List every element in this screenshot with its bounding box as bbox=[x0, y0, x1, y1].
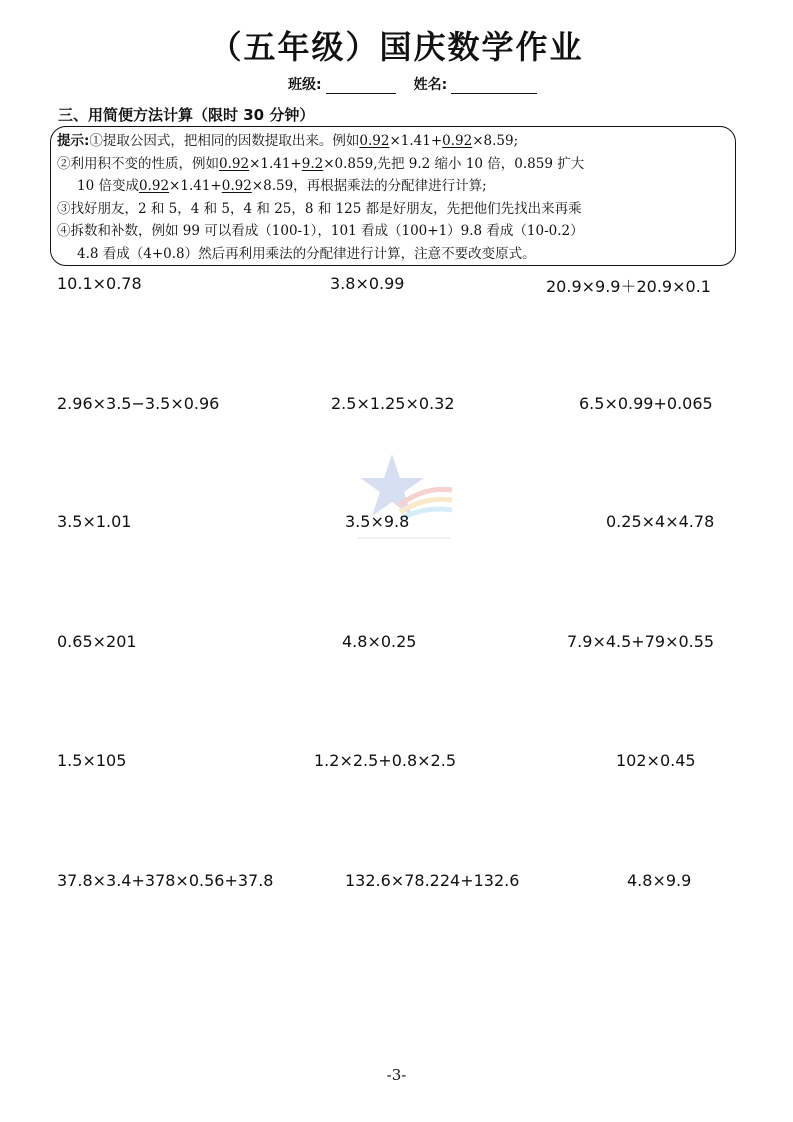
hint-text: ×8.59; bbox=[472, 133, 519, 149]
hint-text: ①提取公因式，把相同的因数提取出来。例如 bbox=[89, 133, 360, 149]
student-info bbox=[288, 74, 537, 94]
underlined-number: 0.92 bbox=[219, 155, 250, 172]
problem-7: 3.5×1.01 bbox=[57, 512, 132, 531]
hint-text: ×0.859,先把 9.2 缩小 10 倍，0.859 扩大 bbox=[323, 155, 585, 172]
hint-line-4: ③找好朋友，2 和 5，4 和 5，4 和 25，8 和 125 都是好朋友，先把他们先找出来再乘 bbox=[57, 200, 582, 217]
problem-3: 20.9×9.9＋20.9×0.1 bbox=[546, 277, 711, 296]
underlined-number: 0.92 bbox=[221, 178, 252, 194]
problem-6: 6.5×0.99+0.065 bbox=[579, 394, 713, 413]
hint-text: ×1.41+ bbox=[249, 155, 302, 172]
hint-line-2 bbox=[57, 153, 727, 176]
class-blank[interactable] bbox=[326, 79, 396, 94]
problem-16: 37.8×3.4+378×0.56+37.8 bbox=[57, 871, 274, 890]
name-label: 姓名: bbox=[413, 77, 448, 93]
underlined-number: 0.92 bbox=[442, 133, 473, 149]
name-blank[interactable] bbox=[451, 79, 537, 94]
problem-18: 4.8×9.9 bbox=[627, 871, 692, 890]
problem-9: 0.25×4×4.78 bbox=[606, 512, 715, 531]
hint-line-5: ④拆数和补数，例如 99 可以看成（100-1），101 看成（100+1）9.8 看成（10-0.2） bbox=[57, 223, 584, 239]
hint-box bbox=[50, 126, 736, 266]
hint-text: ②利用积不变的性质，例如 bbox=[57, 155, 219, 172]
hint-line-6: 4.8 看成（4+0.8）然后再利用乘法的分配律进行计算，注意不要改变原式。 bbox=[77, 245, 536, 262]
hint-prefix: 提示: bbox=[57, 133, 90, 149]
problem-4: 2.96×3.5−3.5×0.96 bbox=[57, 394, 220, 413]
problem-10: 0.65×201 bbox=[57, 632, 137, 651]
page-number: -3- bbox=[386, 1066, 407, 1084]
hint-text: ×8.59，再根据乘法的分配律进行计算; bbox=[251, 178, 487, 194]
problem-5: 2.5×1.25×0.32 bbox=[331, 394, 455, 413]
underlined-number: 0.92 bbox=[359, 133, 390, 149]
class-label: 班级: bbox=[288, 77, 322, 93]
problem-8: 3.5×9.8 bbox=[345, 512, 410, 531]
problem-12: 7.9×4.5+79×0.55 bbox=[567, 632, 715, 651]
problem-15: 102×0.45 bbox=[616, 751, 696, 770]
hint-text: ×1.41+ bbox=[169, 178, 222, 194]
hint-text: ×1.41+ bbox=[389, 133, 443, 149]
hint-text: 10 倍变成 bbox=[77, 178, 139, 194]
problem-17: 132.6×78.224+132.6 bbox=[345, 871, 520, 890]
watermark-star-icon bbox=[354, 446, 454, 546]
problem-13: 1.5×105 bbox=[57, 751, 127, 770]
problem-14: 1.2×2.5+0.8×2.5 bbox=[314, 751, 456, 770]
hint-line-1 bbox=[57, 130, 727, 153]
hint-line-3 bbox=[57, 175, 727, 198]
problem-11: 4.8×0.25 bbox=[342, 632, 417, 651]
page-title: （五年级）国庆数学作业 bbox=[209, 28, 584, 66]
problem-1: 10.1×0.78 bbox=[57, 274, 142, 293]
underlined-number: 0.92 bbox=[138, 178, 170, 194]
underlined-number: 9.2 bbox=[301, 155, 324, 172]
section-title: 三、用简便方法计算（限时 30 分钟） bbox=[58, 106, 315, 124]
problem-2: 3.8×0.99 bbox=[330, 274, 405, 293]
